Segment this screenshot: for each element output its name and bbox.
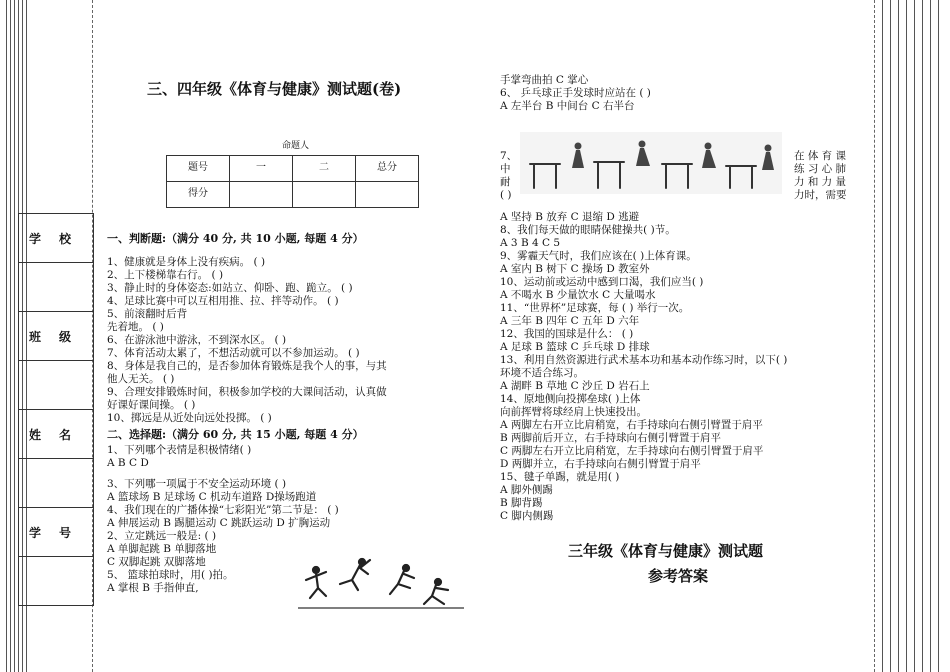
q7-left	[500, 150, 517, 202]
score-header-cell: 二	[293, 156, 356, 182]
section-heading: 一、判断题:（满分 40 分, 共 10 小题, 每题 4 分）	[107, 232, 364, 245]
binding-line	[922, 0, 923, 672]
right-column-top	[500, 74, 651, 113]
part1-questions	[107, 256, 387, 425]
binding-line	[906, 0, 907, 672]
question-line: A 足球 B 篮球 C 乒乓球 D 排球	[500, 341, 650, 353]
question-line: 10、运动前或运动中感到口渴，我们应当( )	[500, 276, 704, 288]
binding-line	[930, 0, 931, 672]
student-info-table	[18, 213, 94, 606]
binding-line	[14, 0, 15, 672]
hurdle-illustration	[520, 132, 782, 194]
right-column-bottom	[500, 211, 787, 523]
question-line: 力 和 力 量	[794, 176, 847, 188]
question-line: 9、合理安排锻炼时间，积极参加学校的大课间活动，认真做	[107, 386, 387, 398]
question-line: 力时，需要	[794, 189, 847, 201]
score-header-cell: 题号	[167, 156, 230, 182]
question-line: 2、上下楼梯靠右行。 ( )	[107, 269, 224, 281]
question-line: A 两脚左右开立比肩稍宽，右手持球向右侧引臂置于肩平	[500, 419, 763, 431]
score-input-cell[interactable]	[230, 182, 293, 208]
question-line: C 双脚起跳 双脚落地	[107, 556, 206, 568]
question-line: A 掌根 B 手指伸直,	[107, 582, 199, 594]
question-line: A 室内 B 树下 C 操场 D 教室外	[500, 263, 650, 275]
question-line: 15、毽子单踢，就是用( )	[500, 471, 620, 483]
question-line: 14、原地侧向投掷垒球( )上体	[500, 393, 641, 405]
question-line: 8、我们每天做的眼睛保健操共( )节。	[500, 224, 676, 236]
question-line: 1、健康就是身体上没有疾病。 ( )	[107, 256, 266, 268]
page-title: 三、四年级《体育与健康》测试题(卷)	[147, 80, 402, 98]
binding-line	[890, 0, 891, 672]
question-line: 耐	[500, 176, 511, 188]
question-line: A 湖畔 B 草地 C 沙丘 D 岩石上	[500, 380, 650, 392]
section-heading: 二、选择题:（满分 60 分, 共 15 小题, 每题 4 分）	[107, 428, 364, 441]
question-line: A 伸展运动 B 踢腿运动 C 跳跃运动 D 扩胸运动	[107, 517, 331, 529]
score-label-cell: 得分	[167, 182, 230, 208]
question-line: 练 习 心 肺	[794, 163, 847, 175]
student-number-label: 学 号	[19, 508, 93, 557]
question-line: A B C D	[107, 457, 149, 469]
setter-label: 命题人	[282, 141, 310, 151]
long-jump-illustration	[296, 548, 466, 612]
question-line: 13、利用自然资源进行武术基本功和基本动作练习时，以下( )	[500, 354, 788, 366]
binding-line	[898, 0, 899, 672]
binding-line	[6, 0, 7, 672]
question-line: A 篮球场 B 足球场 C 机动车道路 D操场跑道	[107, 491, 317, 503]
binding-line	[914, 0, 915, 672]
question-line: 5、 篮球拍球时，用( )拍。	[107, 569, 234, 581]
question-line: 3、下列哪一项属于不安全运动环境 ( )	[107, 478, 287, 490]
question-line: A 三年 B 四年 C 五年 D 六年	[500, 315, 640, 327]
question-line: A 3 B 4 C 5	[500, 237, 561, 249]
question-line: 5、前滚翻时后背	[107, 308, 188, 320]
cut-line	[874, 0, 875, 672]
question-line: 8、身体是我自己的，是否参加体育锻炼是我个人的事，与其	[107, 360, 387, 372]
binding-line	[10, 0, 11, 672]
class-field[interactable]	[19, 361, 93, 410]
question-line: 7、	[500, 150, 518, 162]
question-line: 2、立定跳远一般是: ( )	[107, 530, 217, 542]
question-line: A 左半台 B 中间台 C 右半台	[500, 100, 635, 112]
class-label: 班 级	[19, 312, 93, 361]
question-line: 4、足球比赛中可以互相用推、拉、拌等动作。 ( )	[107, 295, 339, 307]
question-line: 9、雾霾天气时，我们应该在( )上体育课。	[500, 250, 697, 262]
binding-line	[938, 0, 939, 672]
question-line: 好课好课间操。 ( )	[107, 399, 196, 411]
question-line: 6、在游泳池中游泳，不到深水区。 ( )	[107, 334, 287, 346]
question-line: 先着地。 ( )	[107, 321, 164, 333]
question-line: A 不喝水 B 少量饮水 C 大量喝水	[500, 289, 656, 301]
answer-key-subtitle: 参考答案	[648, 567, 709, 585]
question-line: B 两脚前后开立，右手持球向右侧引臂置于肩平	[500, 432, 722, 444]
binding-line	[882, 0, 883, 672]
question-line: 7、体育活动太累了，不想活动就可以不参加运动。 ( )	[107, 347, 360, 359]
question-line: ( )	[500, 189, 512, 201]
student-number-field[interactable]	[19, 557, 93, 605]
question-line: 中	[500, 163, 511, 175]
question-line: 10、掷远是从近处向远处投掷。 ( )	[107, 412, 272, 424]
question-line: 1、下列哪个表情是积极情绪( )	[107, 444, 252, 456]
question-line: 手掌弯曲拍 C 掌心	[500, 74, 589, 86]
question-line: 4、我们现在的广播体操“七彩阳光”第二节是： ( )	[107, 504, 339, 516]
question-line: 12、我国的国球是什么： ( )	[500, 328, 634, 340]
score-table	[166, 155, 419, 208]
question-line: 向前挥臂将球经肩上快速投出。	[500, 406, 647, 418]
score-input-cell[interactable]	[356, 182, 419, 208]
question-line: 6、 乒乓球正手发球时应站在 ( )	[500, 87, 651, 99]
question-line: 环境不适合练习。	[500, 367, 584, 379]
question-line: A 脚外侧踢	[500, 484, 553, 496]
question-line: C 脚内侧踢	[500, 510, 554, 522]
question-line: 他人无关。 ( )	[107, 373, 175, 385]
school-field[interactable]	[19, 263, 93, 312]
q7-right	[794, 150, 847, 202]
question-line: B 脚背踢	[500, 497, 543, 509]
question-line: A 坚持 B 放弃 C 退缩 D 逃避	[500, 211, 640, 223]
score-input-cell[interactable]	[293, 182, 356, 208]
name-label: 姓 名	[19, 410, 93, 459]
question-line: C 两脚左右开立比肩稍宽，左手持球向右侧引臂置于肩平	[500, 445, 764, 457]
score-header-cell: 一	[230, 156, 293, 182]
question-line: A 单脚起跳 B 单脚落地	[107, 543, 217, 555]
score-header-cell: 总分	[356, 156, 419, 182]
school-label: 学 校	[19, 214, 93, 263]
name-field[interactable]	[19, 459, 93, 508]
question-line: 3、静止时的身体姿态:如站立、仰卧、跑、跪立。 ( )	[107, 282, 353, 294]
spacer	[107, 470, 339, 478]
question-line: 11、“世界杯”足球赛，每 ( ) 举行一次。	[500, 302, 690, 314]
answer-key-title: 三年级《体育与健康》测试题	[568, 542, 764, 560]
question-line: D 两脚并立，右手持球向右侧引臂置于肩平	[500, 458, 701, 470]
question-line: 在 体 育 课	[794, 150, 847, 162]
